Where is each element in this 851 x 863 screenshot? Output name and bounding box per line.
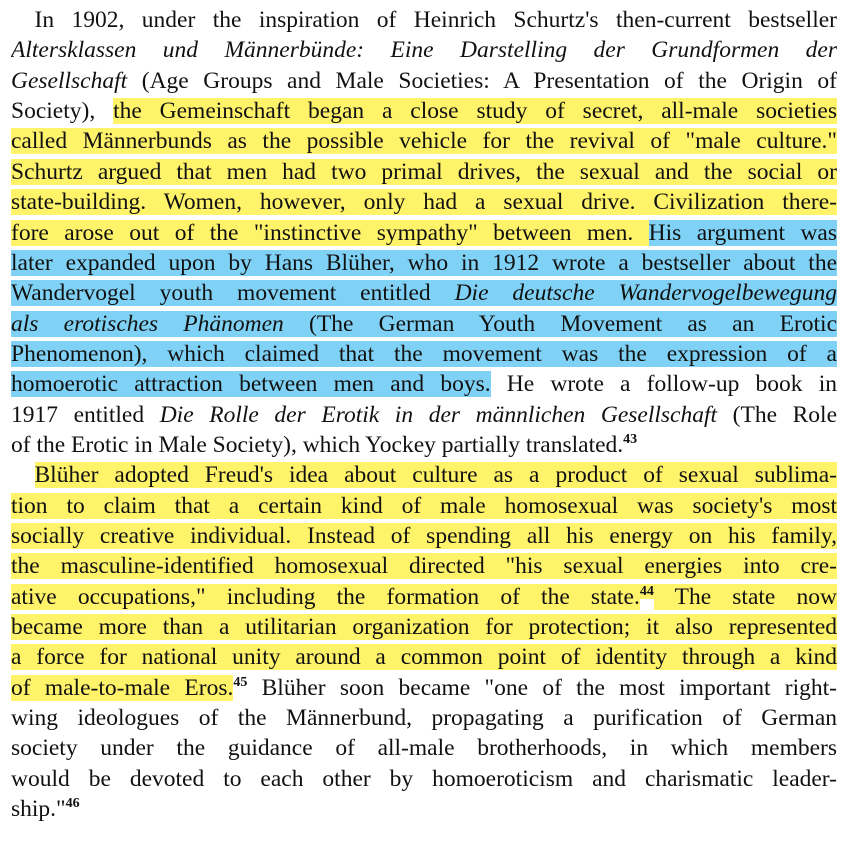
highlighted-text: Die deutsche Wandervogelbewegung xyxy=(454,280,837,307)
highlighted-text: the masculine-identified homosexual directed "his sexual energies into cre- xyxy=(11,553,837,580)
highlighted-text: socially creative individual. Instead of spending all his energy on his family, xyxy=(11,523,837,549)
text-line xyxy=(11,309,837,339)
text-run: (Age Groups and Male Societies: A Presentation of the Origin of xyxy=(127,67,837,94)
text-line xyxy=(11,733,837,763)
highlighted-text: tion to claim that a certain kind of male homosexual was society's most xyxy=(11,492,837,519)
highlighted-text: His argument was xyxy=(648,219,837,246)
text-line xyxy=(11,673,837,703)
text-run: Society), xyxy=(11,98,114,125)
text-line xyxy=(11,460,837,490)
highlighted-text: Phenomenon), which claimed that the movement was the expression of a xyxy=(11,340,837,367)
text-line xyxy=(11,612,837,642)
highlighted-text: the Gemeinschaft began a close study of secret, all-male societies xyxy=(113,98,837,125)
footnote-ref: 45 xyxy=(233,674,248,690)
text-line xyxy=(11,369,837,399)
text-line xyxy=(11,764,837,794)
text-run: He wrote a follow-up book in xyxy=(490,371,837,398)
text-run: Blüher soon became "one of the most important right- xyxy=(247,674,837,701)
text-run: Gesellschaft xyxy=(11,67,128,94)
footnote-ref: 46 xyxy=(65,796,80,812)
text-line xyxy=(11,521,837,551)
highlighted-text: Schurtz argued that men had two primal drives, the sexual and the social or xyxy=(11,158,837,185)
text-line xyxy=(11,582,837,612)
text-run: (The Role xyxy=(717,401,837,428)
highlighted-text: became more than a utilitarian organization for protection; it also represented xyxy=(11,614,837,640)
footnote-ref: 44 xyxy=(639,583,654,599)
text-run: ship." xyxy=(11,796,66,823)
text-line xyxy=(11,187,837,217)
highlighted-text: a force for national unity around a common point of identity through a kind xyxy=(11,644,837,671)
highlighted-text: of male-to-male Eros. xyxy=(11,674,234,701)
text-run xyxy=(11,462,35,488)
text-line xyxy=(11,66,837,96)
highlighted-text: Blüher adopted Freud's idea about culture as a product of sexual sublima- xyxy=(34,462,837,489)
text-line xyxy=(11,642,837,672)
highlighted-text: state-building. Women, however, only had a sexual drive. Civilization there- xyxy=(11,189,837,216)
highlighted-text: later expanded upon by Hans Blüher, who in 1912 wrote a bestseller about the xyxy=(11,249,837,276)
text-line xyxy=(11,703,837,733)
text-line xyxy=(11,278,837,308)
text-line xyxy=(11,400,837,430)
text-line xyxy=(11,5,837,35)
text-line xyxy=(11,339,837,369)
text-line xyxy=(11,126,837,156)
highlighted-text: called Männerbunds as the possible vehicle for the revival of "male culture." xyxy=(11,128,837,155)
text-run: In 1902, under the inspiration of Heinrich Schurtz's then-current bestseller xyxy=(11,7,837,33)
text-line xyxy=(11,218,837,248)
highlighted-text: (The German Youth Movement as an Erotic xyxy=(283,310,837,337)
text-line xyxy=(11,248,837,278)
text-run: of the Erotic in Male Society), which Yockey partially translated. xyxy=(11,431,624,458)
footnote-ref: 43 xyxy=(623,431,638,447)
highlighted-text: Wandervogel youth movement entitled xyxy=(11,280,455,307)
text-run: Die Rolle der Erotik in der männlichen Gesellschaft xyxy=(159,401,718,428)
text-run: Altersklassen und Männerbünde: Eine Darstelling der Grundformen der xyxy=(11,37,837,64)
highlighted-text: fore arose out of the "instinctive sympathy" between men. xyxy=(11,219,649,246)
text-run: 1917 entitled xyxy=(11,401,160,428)
text-line xyxy=(11,430,837,460)
highlighted-text: homoerotic attraction between men and boys. xyxy=(11,371,491,398)
highlighted-text: The state now xyxy=(653,583,837,610)
text-line xyxy=(11,794,837,824)
highlighted-text: ative occupations," including the formation of the state. xyxy=(11,583,640,610)
text-run: society under the guidance of all-male brotherhoods, in which members xyxy=(11,735,837,762)
text-line xyxy=(11,157,837,187)
text-line xyxy=(11,491,837,521)
text-run: would be devoted to each other by homoeroticism and charismatic leader- xyxy=(11,765,837,792)
text-line xyxy=(11,551,837,581)
text-run: wing ideologues of the Männerbund, propagating a purification of German xyxy=(11,705,837,732)
highlighted-text: als erotisches Phänomen xyxy=(11,310,284,337)
text-line xyxy=(11,96,837,126)
text-line xyxy=(11,35,837,65)
